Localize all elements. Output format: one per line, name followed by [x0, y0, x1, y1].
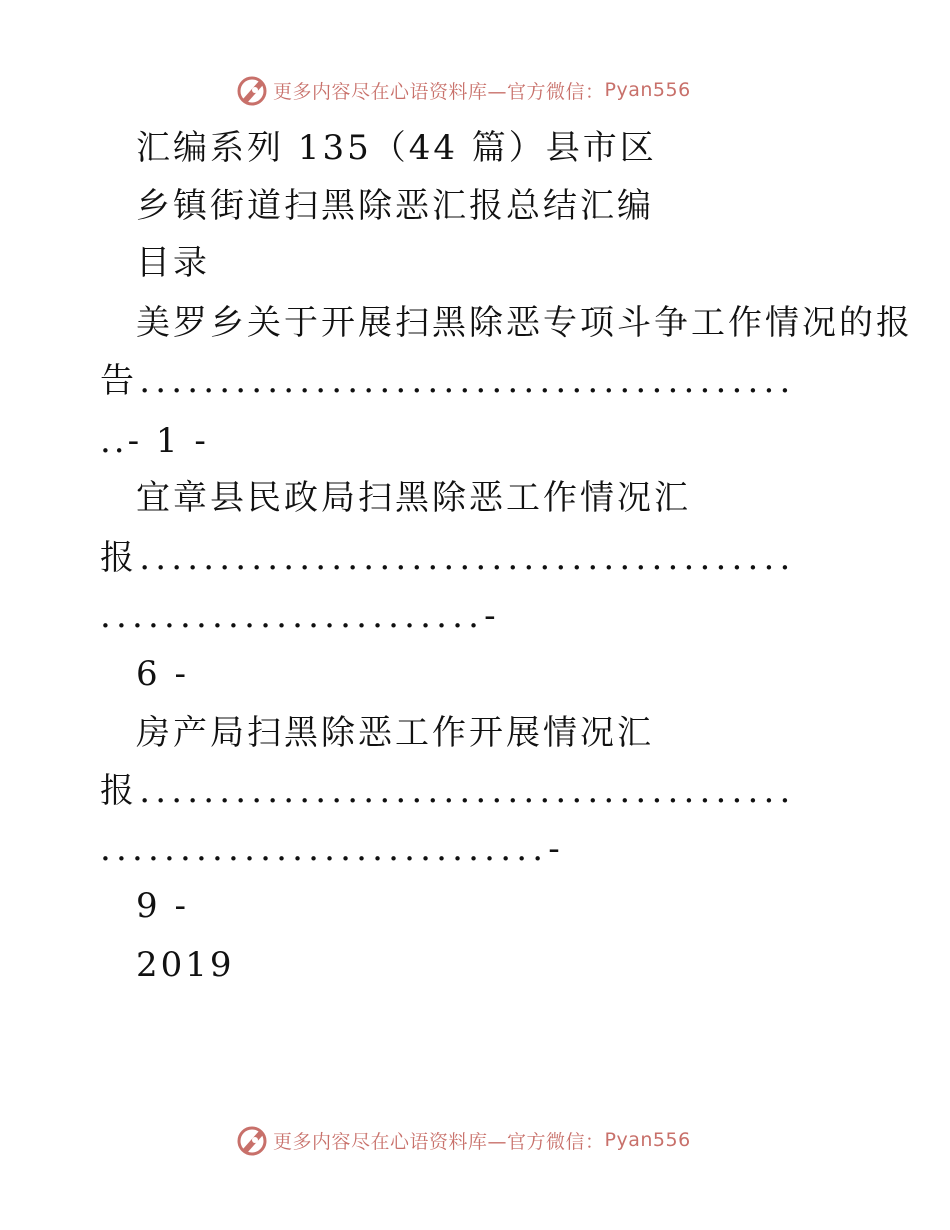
toc-entry-1-page: ..- 1 -	[100, 421, 209, 461]
footer-watermark	[235, 1122, 691, 1158]
pen-logo-icon	[235, 73, 269, 107]
watermark-text: 更多内容尽在心语资料库—官方微信：	[273, 1130, 605, 1153]
toc-entry-2-page: 6 -	[136, 654, 189, 694]
toc-entry-1-title: 美罗乡关于开展扫黑除恶专项斗争工作情况的报	[136, 303, 913, 343]
toc-entry-3-title: 房产局扫黑除恶工作开展情况汇	[136, 713, 654, 753]
doc-title-line-2: 乡镇街道扫黑除恶汇报总结汇编	[136, 186, 654, 226]
toc-entry-2-leader: 报.........................................	[100, 538, 796, 578]
toc-heading: 目录	[136, 243, 210, 283]
watermark-id: Pyan556	[604, 79, 691, 101]
toc-entry-2-title: 宜章县民政局扫黑除恶工作情况汇	[136, 478, 691, 518]
toc-entry-3-page: 9 -	[136, 886, 189, 926]
toc-entry-3-leader: 报.........................................	[100, 771, 796, 811]
watermark-text: 更多内容尽在心语资料库—官方微信：	[273, 80, 605, 103]
pen-logo-icon	[235, 1123, 269, 1157]
watermark-id: Pyan556	[604, 1129, 691, 1151]
toc-entry-1-leader: 告.........................................	[100, 361, 796, 401]
year-text: 2019	[136, 945, 235, 985]
toc-entry-3-leader-cont: ............................-	[100, 829, 565, 869]
toc-entry-2-leader-cont: ........................-	[100, 596, 501, 636]
header-watermark	[235, 72, 691, 108]
doc-title-line-1: 汇编系列 135（44 篇）县市区	[136, 128, 657, 168]
